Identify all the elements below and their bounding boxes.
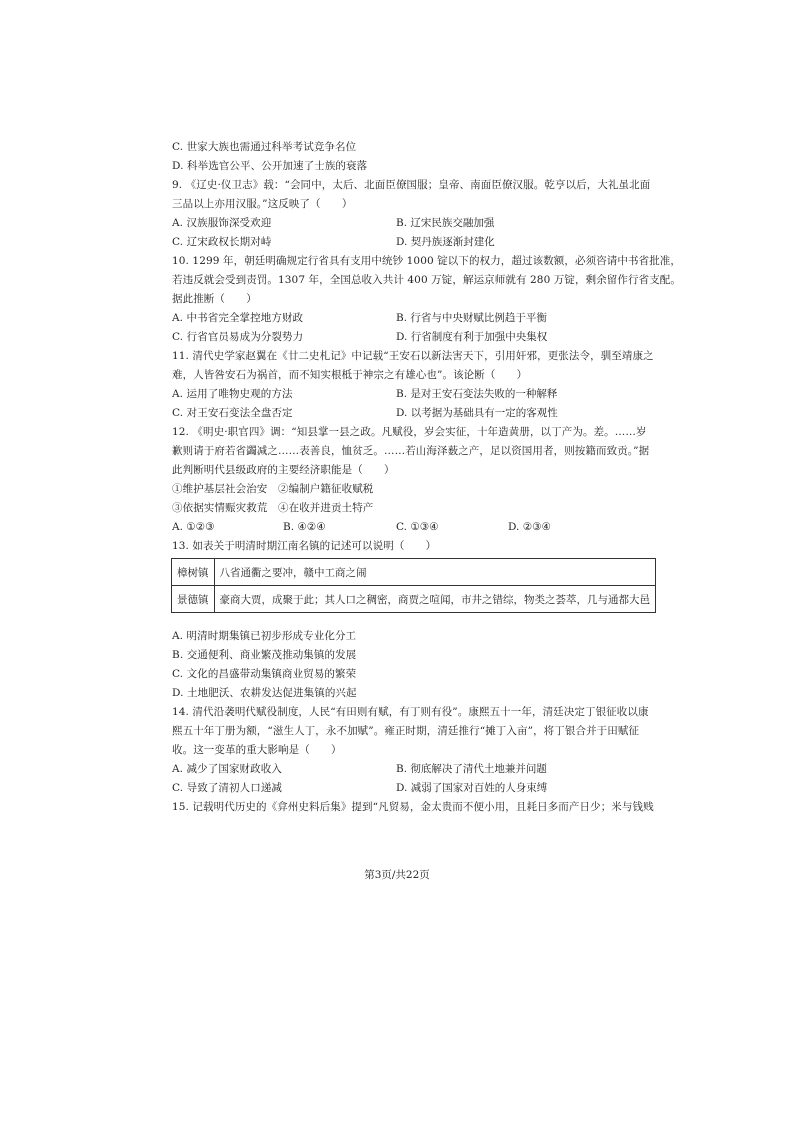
q14-stem-line-2: 熙五十年丁册为额，“滋生人丁，永不加赋”。雍正时期，清廷推行“摊丁入亩”，将丁银合并于田赋征 bbox=[172, 725, 640, 737]
q14-option-c: C. 导致了清初人口递减 bbox=[172, 782, 283, 794]
table-cell-town: 景德镇 bbox=[172, 586, 215, 613]
q12-stem-line-1: 12. 《明史·职官四》调：“知县掌一县之政。凡赋役，岁会实征，十年造黄册，以丁产为。差。……岁 bbox=[172, 426, 647, 438]
q10-stem-line-1: 10. 1299 年，朝廷明确规定行省具有支用中统钞 1000 锭以下的权力，超过该数额，必须咨请中书省批准， bbox=[172, 255, 681, 267]
table-row bbox=[172, 559, 656, 586]
table-cell-town: 樟树镇 bbox=[172, 559, 215, 586]
q10-stem-line-2: 若违反就会受到责罚。1307 年，全国总收入共计 400 万锭，解运京师就有 280 万锭，剩余留作行省支配。 bbox=[172, 274, 681, 286]
q13-option-c: C. 文化的昌盛带动集镇商业贸易的繁荣 bbox=[172, 668, 357, 680]
q10-option-b: B. 行省与中央财赋比例趋于平衡 bbox=[396, 312, 547, 324]
q9-option-d: D. 契丹族逐渐封建化 bbox=[396, 236, 495, 248]
q12-stem-line-2: 歉则请于府若省蠲减之……表善良，恤贫乏。……若山海泽薮之产，足以资国用者，则按籍而致贡。”据 bbox=[172, 445, 650, 457]
q9-option-b: B. 辽宋民族交融加强 bbox=[396, 217, 495, 229]
q10-option-a: A. 中书省完全掌控地方财政 bbox=[172, 312, 304, 324]
table-row bbox=[172, 586, 656, 613]
q12-option-d: D. ②③④ bbox=[508, 521, 551, 533]
q15-stem-line-1: 15. 记载明代历史的《弇州史料后集》提到“凡贸易，金太贵而不便小用，且耗日多而产日少；米与钱贱 bbox=[172, 801, 654, 813]
q10-option-d: D. 行省制度有利于加强中央集权 bbox=[396, 331, 548, 343]
q10-stem-line-3: 据此推断（ ） bbox=[172, 293, 257, 305]
q9-stem-line-2: 三品以上亦用汉服。”这反映了（ ） bbox=[172, 198, 353, 210]
q14-option-d: D. 减弱了国家对百姓的人身束缚 bbox=[396, 782, 548, 794]
q9-option-a: A. 汉族服饰深受欢迎 bbox=[172, 217, 272, 229]
q13-option-d: D. 土地肥沃、农耕发达促进集镇的兴起 bbox=[172, 687, 357, 699]
q13-table bbox=[171, 558, 656, 613]
table-cell-description: 八省通衢之要冲，赣中工商之闹 bbox=[214, 559, 656, 586]
q11-option-b: B. 是对王安石变法失败的一种解释 bbox=[396, 388, 558, 400]
q12-stem-line-3: 此判断明代县级政府的主要经济职能是（ ） bbox=[172, 464, 395, 476]
q13-option-b: B. 交通便利、商业繁茂推动集镇的发展 bbox=[172, 649, 357, 661]
q13-stem: 13. 如表关于明清时期江南名镇的记述可以说明（ ） bbox=[172, 540, 437, 552]
q14-option-a: A. 减少了国家财政收入 bbox=[172, 763, 282, 775]
q11-option-d: D. 以考据为基础具有一定的客观性 bbox=[396, 407, 558, 419]
q12-option-b: B. ④②④ bbox=[283, 521, 326, 533]
q11-stem-line-2: 难，人皆咎安石为祸首，而不知实根柢于神宗之有雄心也”。该论断（ ） bbox=[172, 369, 528, 381]
q14-stem-line-3: 收。这一变革的重大影响是（ ） bbox=[172, 744, 342, 756]
q12-option-a: A. ①②③ bbox=[172, 521, 215, 533]
q13-option-a: A. 明清时期集镇已初步形成专业化分工 bbox=[172, 630, 357, 642]
q10-option-c: C. 行省官员易成为分裂势力 bbox=[172, 331, 304, 343]
q11-option-c: C. 对王安石变法全盘否定 bbox=[172, 407, 293, 419]
q8-option-c: C. 世家大族也需通过科举考试竞争名位 bbox=[172, 141, 357, 153]
q11-stem-line-1: 11. 清代史学家赵翼在《廿二史札记》中记载“王安石以新法害天下，引用奸邪，更张法令，驯至靖康之 bbox=[172, 350, 654, 362]
q12-choices-line-2: ③依据实情赈灾救荒 ④在收并进贡土特产 bbox=[172, 502, 374, 514]
page-footer: 第3页/共22页 bbox=[364, 869, 430, 881]
q14-option-b: B. 彻底解决了清代土地兼并问题 bbox=[396, 763, 547, 775]
table-cell-description: 豪商大贾，成聚于此；其人口之稠密，商贾之喧闻，市井之错综，物类之荟萃，几与通都大邑 bbox=[214, 586, 656, 613]
q12-choices-line-1: ①维护基层社会治安 ②编制户籍征收赋税 bbox=[172, 483, 374, 495]
q14-stem-line-1: 14. 清代沿袭明代赋役制度，人民“有田则有赋，有丁则有役”。康熙五十一年，清廷决定丁银征收以康 bbox=[172, 706, 649, 718]
q12-option-c: C. ①③④ bbox=[396, 521, 439, 533]
q9-stem-line-1: 9. 《辽史·仪卫志》载：“会同中，太后、北面臣僚国服；皇帝、南面臣僚汉服。乾亨以后，大礼虽北面 bbox=[172, 179, 651, 191]
q8-option-d: D. 科举选官公平、公开加速了士族的衰落 bbox=[172, 160, 368, 172]
q11-option-a: A. 运用了唯物史观的方法 bbox=[172, 388, 293, 400]
q9-option-c: C. 辽宋政权长期对峙 bbox=[172, 236, 272, 248]
